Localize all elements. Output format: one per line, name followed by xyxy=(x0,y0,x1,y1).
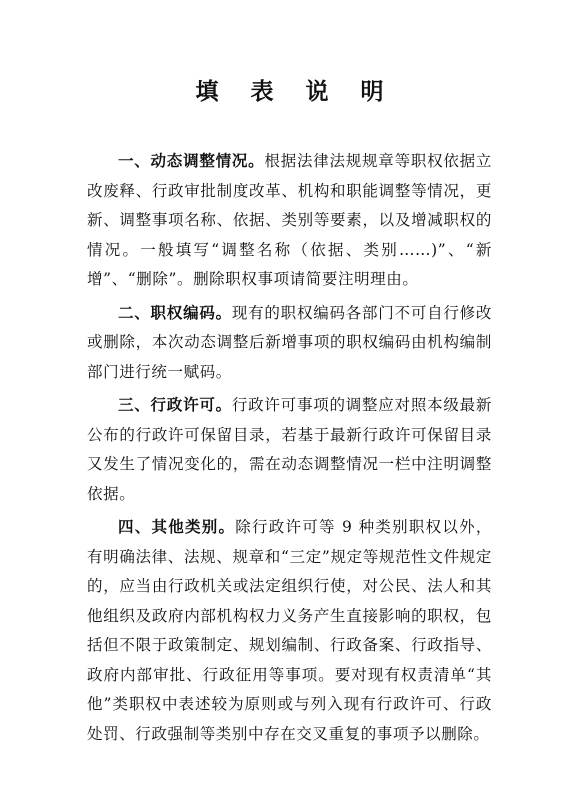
section-heading: 三、行政许可。 xyxy=(118,396,232,414)
section-dynamic-adjustment xyxy=(87,147,492,295)
section-text: 除行政许可等 9 种类别职权以外，有明确法律、法规、规章和“三定”规定等规范性文件规定的，应当由行政机关或法定组织行使，对公民、法人和其他组织及政府内部机构权力义务产生直接影响的职权，包括但不限于政策制定、规划编制、行政备案、行政指导、政府内部审批、行政征用等事项。要对现有权责清单“其他”类职权中表述较为原则或与列入现有行政许可、行政处罚、行政强制等类别中存在交叉重复的事项予以删除。 xyxy=(87,518,492,743)
section-heading: 一、动态调整情况。 xyxy=(118,152,265,170)
section-text: 根据法律法规规章等职权依据立改废释、行政审批制度改革、机构和职能调整等情况，更新、调整事项名称、依据、类别等要素，以及增减职权的情况。一般填写“调整名称（依据、类别……)”、“新增”、“删除”。删除职权事项请简要注明理由。 xyxy=(87,152,493,288)
document-title: 填 表 说 明 xyxy=(195,79,396,105)
section-administrative-license xyxy=(87,391,492,509)
section-power-code xyxy=(87,299,492,388)
section-heading: 二、职权编码。 xyxy=(118,303,232,322)
section-heading: 四、其他类别。 xyxy=(118,518,236,536)
document-body xyxy=(87,147,492,749)
section-text: 行政许可事项的调整应对照本级最新公布的行政许可保留目录，若基于最新行政许可保留目录又发生了情况变化的，需在动态调整情况一栏中注明调整依据。 xyxy=(87,396,492,503)
section-other-categories xyxy=(87,513,492,749)
section-text: 现有的职权编码各部门不可自行修改或删除，本次动态调整后新增事项的职权编码由机构编制部门进行统一赋码。 xyxy=(87,303,492,381)
